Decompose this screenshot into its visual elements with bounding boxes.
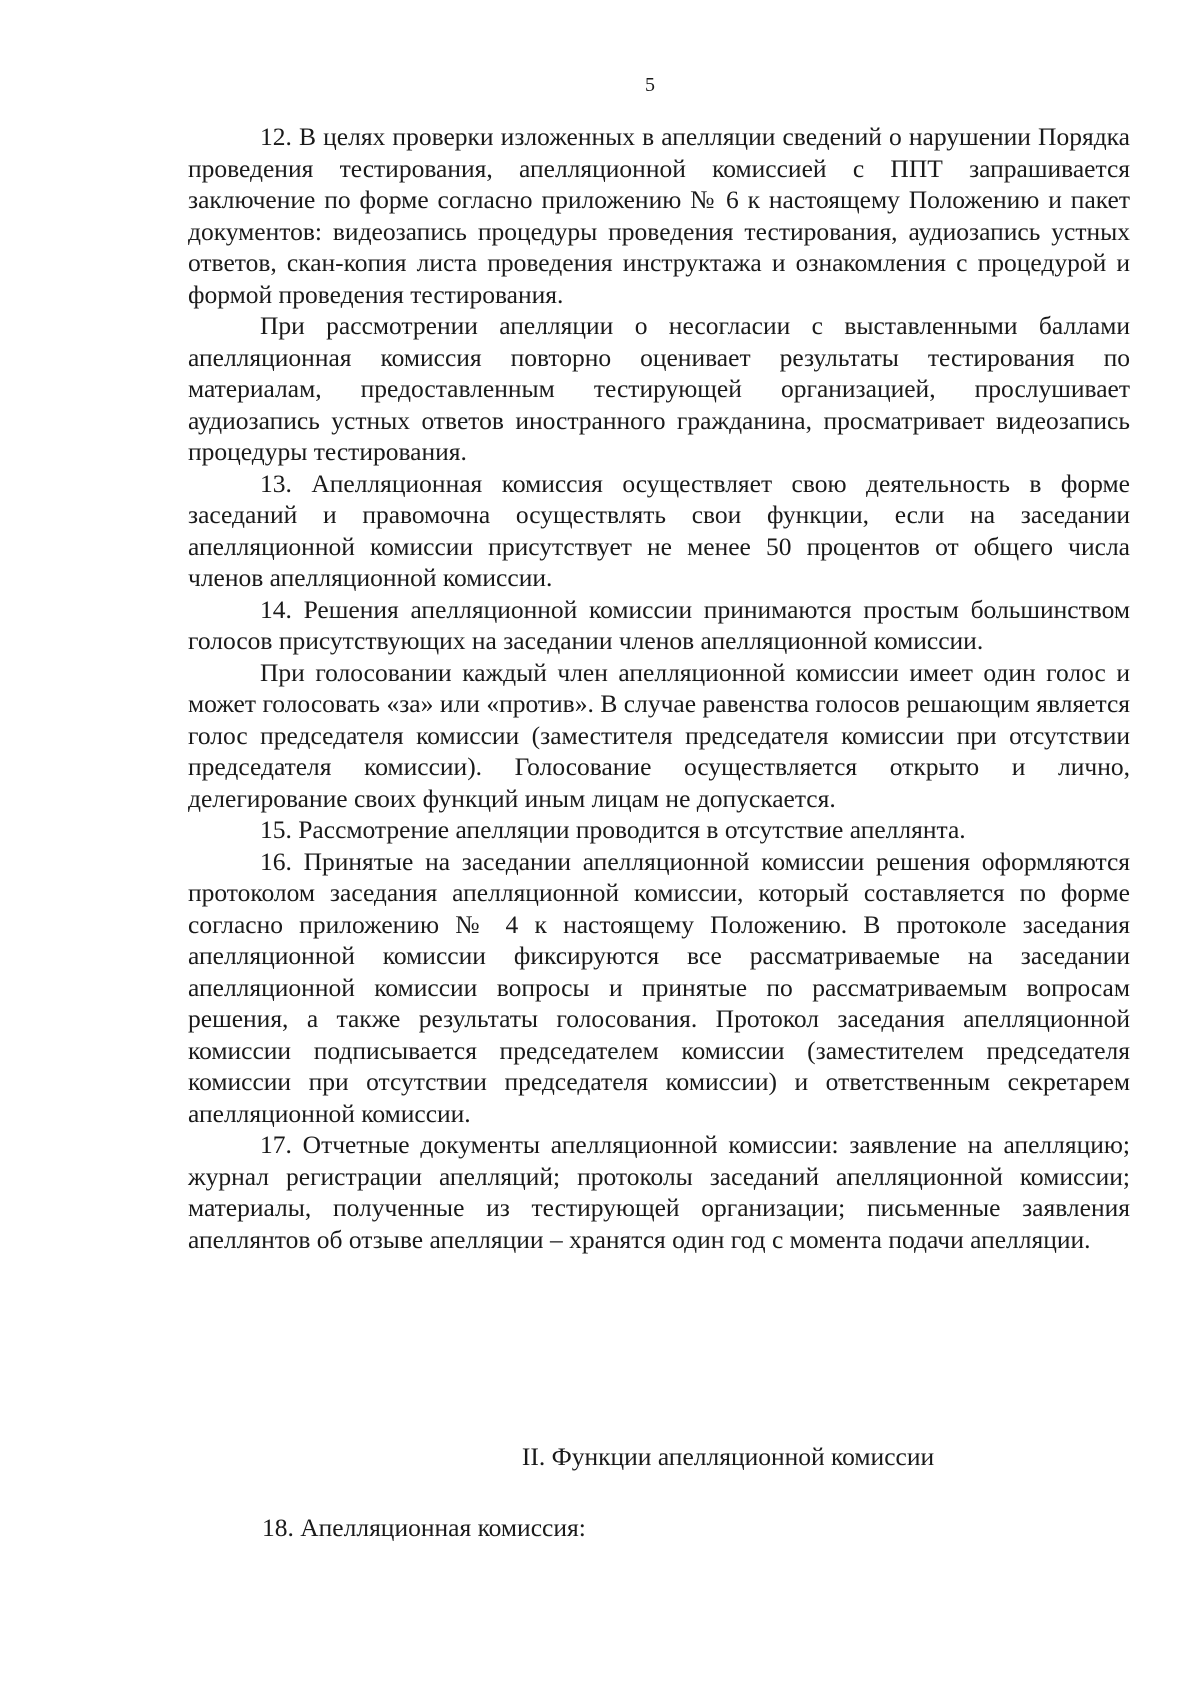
paragraph-17: 17. Отчетные документы апелляционной комиссии: заявление на апелляцию; журнал регистрации апелляций; протоколы заседаний апелляционной комиссии; материалы, полученные из тестирующей организации; письменные заявления апеллянтов об отзыве апелляции – хранятся один год с момента подачи апелляции. xyxy=(188,1130,1130,1254)
paragraph-14: 14. Решения апелляционной комиссии принимаются простым большинством голосов присутствующих на заседании членов апелляционной комиссии. xyxy=(188,594,1130,655)
paragraph-18: 18. Апелляционная комиссия: xyxy=(262,1513,586,1542)
paragraph-16: 16. Принятые на заседании апелляционной комиссии решения оформляются протоколом заседания апелляционной комиссии, который составляется по форме согласно приложению № 4 к настоящему Положению. В протоколе заседания апелляционной комиссии фиксируются все рассматриваемые на заседании апелляционной комиссии вопросы и принятые по рассматриваемым вопросам решения, а также результаты голосования. Протокол заседания апелляционной комиссии подписывается председателем комиссии (заместителем председателя комиссии при отсутствии председателя комиссии) и ответственным секретарем апелляционной комиссии. xyxy=(188,846,1130,1128)
paragraph-14-voting: При голосовании каждый член апелляционной комиссии имеет один голос и может голосовать «за» или «против». В случае равенства голосов решающим является голос председателя комиссии (заместителя председателя комиссии при отсутствии председателя комиссии). Голосование осуществляется открыто и лично, делегирование своих функций иным лицам не допускается. xyxy=(188,657,1130,813)
page-number: 5 xyxy=(645,74,655,96)
section-heading: II. Функции апелляционной комиссии xyxy=(521,1442,935,1471)
paragraph-12: 12. В целях проверки изложенных в апелляции сведений о нарушении Порядка проведения тестирования, апелляционной комиссией с ППТ запрашивается заключение по форме согласно приложению № 6 к настоящему Положению и пакет документов: видеозапись процедуры проведения тестирования, аудиозапись устных ответов, скан-копия листа проведения инструктажа и ознакомления с процедурой и формой проведения тестирования. xyxy=(188,122,1130,309)
paragraph-12-appeal-review: При рассмотрении апелляции о несогласии с выставленными баллами апелляционная комиссия повторно оценивает результаты тестирования по материалам, предоставленным тестирующей организацией, прослушивает аудиозапись устных ответов иностранного гражданина, просматривает видеозапись процедуры тестирования. xyxy=(188,311,1130,466)
paragraph-15: 15. Рассмотрение апелляции проводится в отсутствие апеллянта. xyxy=(260,815,966,844)
paragraph-13: 13. Апелляционная комиссия осуществляет свою деятельность в форме заседаний и правомочна осуществлять свои функции, если на заседании апелляционной комиссии присутствует не менее 50 процентов от общего числа членов апелляционной комиссии. xyxy=(188,468,1130,592)
document-body xyxy=(188,121,1130,1255)
